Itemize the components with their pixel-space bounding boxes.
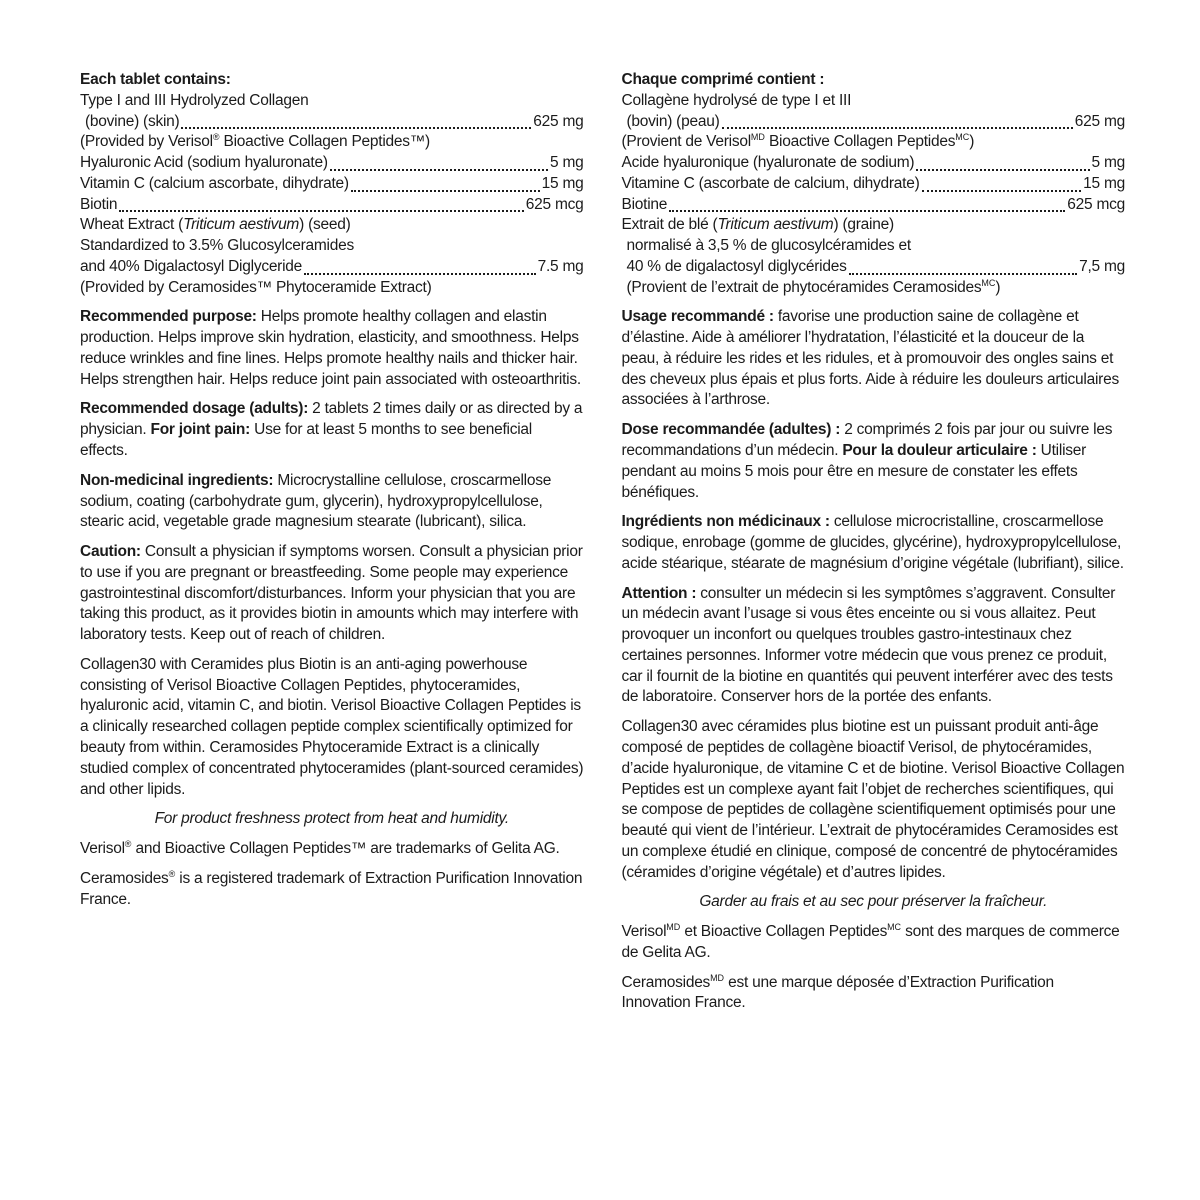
paragraph-label: Recommended purpose:: [80, 308, 257, 326]
registered-mark: ®: [124, 838, 132, 849]
description-paragraph-en: Collagen30 with Ceramides plus Biotin is an anti-aging powerhouse consisting of Verisol Bioactive Collagen Peptides, phytoceramides, hyaluronic acid, vitamin C, and biotin. Verisol Bioactive Collagen Peptides is a clinically researched collagen peptide complex scientifically optimized for beauty from within. Ceramosides Phytoceramide Extract is a clinically studied complex of concentrated phytoceramides (plant-sourced ceramides) and other lipids.: [80, 655, 584, 798]
ingredient-line-wheat-2: normalisé à 3,5 % de glucosylcéramides et: [626, 237, 911, 255]
dot-leader: [722, 112, 1073, 130]
ingredient-row-vitamin-c: [622, 174, 1126, 195]
ingredient-amount: 625 mg: [1074, 112, 1125, 130]
ingredient-source-ceramosides-fr: [622, 278, 1126, 299]
paragraph-label: Dose recommandée (adultes) :: [621, 421, 841, 439]
ingredient-line-collagen-1: Type I and III Hydrolyzed Collagen: [80, 91, 309, 109]
paragraph-label: Recommended dosage (adults):: [80, 400, 309, 418]
md-mark: MD: [666, 921, 681, 932]
trademark-text: et Bioactive Collagen Peptides: [680, 923, 888, 941]
ingredient-name: Vitamin C (calcium ascorbate, dihydrate): [80, 174, 349, 192]
paragraph-label: Ingrédients non médicinaux :: [621, 513, 830, 531]
paragraph-label: Caution:: [80, 543, 141, 561]
source-text: (Provient de l’extrait de phytocéramides Ceramosides: [626, 278, 982, 296]
ingredient-row-vitamin-c: [80, 174, 584, 195]
ingredient-row-wheat: [622, 257, 1126, 278]
paragraph-label: Non-medicinal ingredients:: [80, 471, 274, 489]
freshness-note-fr: Garder au frais et au sec pour préserver la fraîcheur.: [699, 893, 1048, 911]
registered-mark: ®: [212, 132, 220, 143]
ingredient-line-wheat-1: [622, 215, 1126, 236]
source-text: (Provided by Verisol: [80, 133, 213, 151]
ingredient-amount: 7,5 mg: [1079, 257, 1125, 275]
ingredient-row-wheat: [80, 257, 584, 278]
ingredient-text: Extrait de blé (: [621, 216, 718, 234]
trademark-text: Verisol: [621, 923, 667, 941]
ingredient-amount: 7.5 mg: [537, 257, 584, 275]
source-text: ): [969, 133, 975, 151]
paragraph-label: Usage recommandé :: [621, 308, 774, 326]
ingredient-amount: 625 mcg: [1067, 195, 1125, 213]
source-text: ): [995, 278, 1001, 296]
ingredient-line-wheat-1: [80, 215, 584, 236]
paragraph-label: Attention :: [621, 584, 697, 602]
ingredient-name: Biotin: [80, 195, 118, 213]
md-mark: MD: [750, 132, 765, 143]
ingredient-row-hyaluronic: [622, 153, 1126, 174]
supplement-facts-fr: [622, 91, 1126, 299]
paragraph-label: Pour la douleur articulaire :: [842, 442, 1037, 460]
mc-mark: MC: [955, 132, 970, 143]
ingredient-line-collagen-1: Collagène hydrolysé de type I et III: [621, 91, 852, 109]
trademark-note-ceramosides-fr: [622, 973, 1126, 1015]
english-column: [80, 70, 584, 1023]
paragraph-text: Use for at least 5 months to see beneficial effects.: [80, 421, 532, 460]
ingredient-source-verisol-fr: [622, 132, 1126, 153]
purpose-paragraph-en: [80, 307, 584, 390]
ingredient-amount: 15 mg: [1083, 174, 1125, 192]
freshness-note-en: For product freshness protect from heat and humidity.: [154, 810, 509, 828]
paragraph-text: consulter un médecin si les symptômes s’aggravent. Consulter un médecin avant l’usage si vous êtes enceinte ou si vous allaitez. Peut provoquer un inconfort ou quelques troubles gastro-intestinaux chez certaines personnes. Informer votre médecin que vous prenez ce produit, car il fournit de la biotine en quantités qui peuvent interférer avec des tests de laboratoire. Conserver hors de la portée des enfants.: [621, 584, 1116, 706]
ingredient-name: (bovine) (skin): [85, 112, 180, 130]
md-mark: MD: [710, 972, 725, 983]
ingredient-row-collagen: [80, 112, 584, 133]
ingredient-text: ) (graine): [833, 216, 894, 234]
ingredient-source-verisol-en: [80, 132, 584, 153]
dose-paragraph-fr: [622, 420, 1126, 503]
trademark-note-gelita-en: [80, 839, 584, 860]
dot-leader: [181, 112, 531, 130]
paragraph-text: favorise une production saine de collagène et d’élastine. Aide à améliorer l’hydratation, l’élasticité et la douceur de la peau, à réduire les rides et les ridules, et à promouvoir des ongles sains et des cheveux plus épais et plus forts. Aide à réduire les douleurs articulaires associées à l’arthrose.: [621, 308, 1119, 409]
nonmedicinal-paragraph-fr: [622, 512, 1126, 574]
ingredient-amount: 625 mcg: [525, 195, 584, 213]
ingredient-name: Hyaluronic Acid (sodium hyaluronate): [80, 154, 328, 172]
ingredient-amount: 625 mg: [533, 112, 584, 130]
ingredient-text: Wheat Extract (: [80, 216, 184, 234]
trademark-text: Verisol: [80, 840, 125, 858]
ingredient-amount: 5 mg: [1091, 154, 1125, 172]
ingredient-amount: 15 mg: [541, 174, 584, 192]
dot-leader: [849, 257, 1078, 275]
mc-mark: MC: [887, 921, 902, 932]
trademark-text: sont des marques de commerce de Gelita AG.: [621, 923, 1120, 961]
mc-mark: MC: [981, 277, 996, 288]
ingredient-name: Acide hyaluronique (hyaluronate de sodium): [621, 154, 915, 172]
facts-heading-fr: Chaque comprimé contient :: [621, 71, 825, 88]
dosage-paragraph-en: [80, 399, 584, 461]
trademark-text: est une marque déposée d’Extraction Purification Innovation France.: [621, 973, 1054, 1012]
usage-paragraph-fr: [622, 307, 1126, 411]
registered-mark: ®: [168, 868, 176, 879]
dot-leader: [922, 174, 1082, 192]
paragraph-text: Consult a physician if symptoms worsen. Consult a physician prior to use if you are pregnant or breastfeeding. Some people may experience gastrointestinal discomfort/disturbances. Inform your physician that you are taking this product, as it provides biotin in amounts which may interfere with laboratory tests. Keep out of reach of children.: [80, 543, 583, 644]
trademark-note-ceramosides-en: [80, 869, 584, 911]
source-text: Bioactive Collagen Peptides™): [219, 133, 430, 151]
ingredient-amount: 5 mg: [550, 154, 584, 172]
paragraph-text: Microcrystalline cellulose, croscarmellose sodium, coating (carbohydrate gum, glycerin), hydroxypropylcellulose, stearic acid, vegetable grade magnesium stearate (lubricant), silica.: [80, 471, 552, 531]
nonmedicinal-paragraph-en: [80, 471, 584, 533]
ingredient-source-ceramosides-en: (Provided by Ceramosides™ Phytoceramide Extract): [80, 278, 432, 296]
paragraph-text: Helps promote healthy collagen and elastin production. Helps improve skin hydration, elasticity, and smoothness. Helps reduce wrinkles and fine lines. Helps promote healthy nails and thicker hair. Helps strengthen hair. Helps reduce joint pain associated with osteoarthritis.: [80, 308, 581, 388]
ingredient-row-biotin: [80, 195, 584, 216]
latin-name: Triticum aestivum: [717, 216, 834, 234]
ingredient-row-collagen: [622, 112, 1126, 133]
trademark-text: is a registered trademark of Extraction Purification Innovation France.: [80, 869, 583, 908]
facts-heading-en: Each tablet contains:: [80, 71, 231, 88]
french-column: [622, 70, 1126, 1023]
paragraph-text: cellulose microcristalline, croscarmellose sodique, enrobage (gomme de glucides, glycérine), hydroxypropylcellulose, acide stéarique, stéarate de magnésium d’origine végétale (lubrifiant), silice.: [621, 513, 1124, 572]
attention-paragraph-fr: [622, 584, 1126, 709]
supplement-facts-en: [80, 91, 584, 299]
dot-leader: [351, 174, 540, 192]
source-text: (Provient de Verisol: [621, 133, 751, 151]
description-paragraph-fr: Collagen30 avec céramides plus biotine est un puissant produit anti-âge composé de peptides de collagène bioactif Verisol, de phytocéramides, d’acide hyaluronique, de vitamine C et de biotine. Verisol Bioactive Collagen Peptides est un complexe ayant fait l’objet de recherches scientifiques, qui se compose de peptides de collagène scientifiquement optimisés pour une beauté qui vient de l’intérieur. L’extrait de phytocéramides Ceramosides est un complexe étudié en clinique, composé de concentré de phytocéramides (céramides d’origine végétale) et d’autres lipides.: [621, 718, 1125, 881]
paragraph-text: 2 comprimés 2 fois par jour ou suivre les recommandations d’un médecin.: [621, 421, 1113, 460]
dot-leader: [330, 153, 548, 171]
ingredient-name: Biotine: [621, 195, 668, 213]
ingredient-name: and 40% Digalactosyl Diglyceride: [80, 257, 303, 275]
paragraph-label: For joint pain:: [150, 421, 251, 439]
ingredient-line-wheat-2: Standardized to 3.5% Glucosylceramides: [80, 237, 354, 255]
ingredient-name: 40 % de digalactosyl diglycérides: [626, 257, 847, 275]
dot-leader: [669, 195, 1065, 213]
ingredient-text: ) (seed): [299, 216, 351, 234]
trademark-text: Ceramosides: [621, 973, 711, 991]
ingredient-name: Vitamine C (ascorbate de calcium, dihydrate): [621, 174, 920, 192]
dot-leader: [304, 257, 536, 275]
ingredient-row-biotin: [622, 195, 1126, 216]
caution-paragraph-en: [80, 542, 584, 646]
paragraph-text: 2 tablets 2 times daily or as directed by a physician.: [80, 400, 583, 439]
trademark-text: and Bioactive Collagen Peptides™ are trademarks of Gelita AG.: [131, 840, 560, 858]
ingredient-name: (bovin) (peau): [626, 112, 720, 130]
paragraph-text: Utiliser pendant au moins 5 mois pour être en mesure de constater les effets bénéfiques.: [621, 442, 1087, 501]
trademark-text: Ceramosides: [80, 869, 169, 887]
dot-leader: [916, 153, 1089, 171]
trademark-note-gelita-fr: [622, 922, 1126, 964]
ingredient-row-hyaluronic: [80, 153, 584, 174]
dot-leader: [119, 195, 524, 213]
latin-name: Triticum aestivum: [183, 216, 300, 234]
source-text: Bioactive Collagen Peptides: [764, 133, 956, 151]
